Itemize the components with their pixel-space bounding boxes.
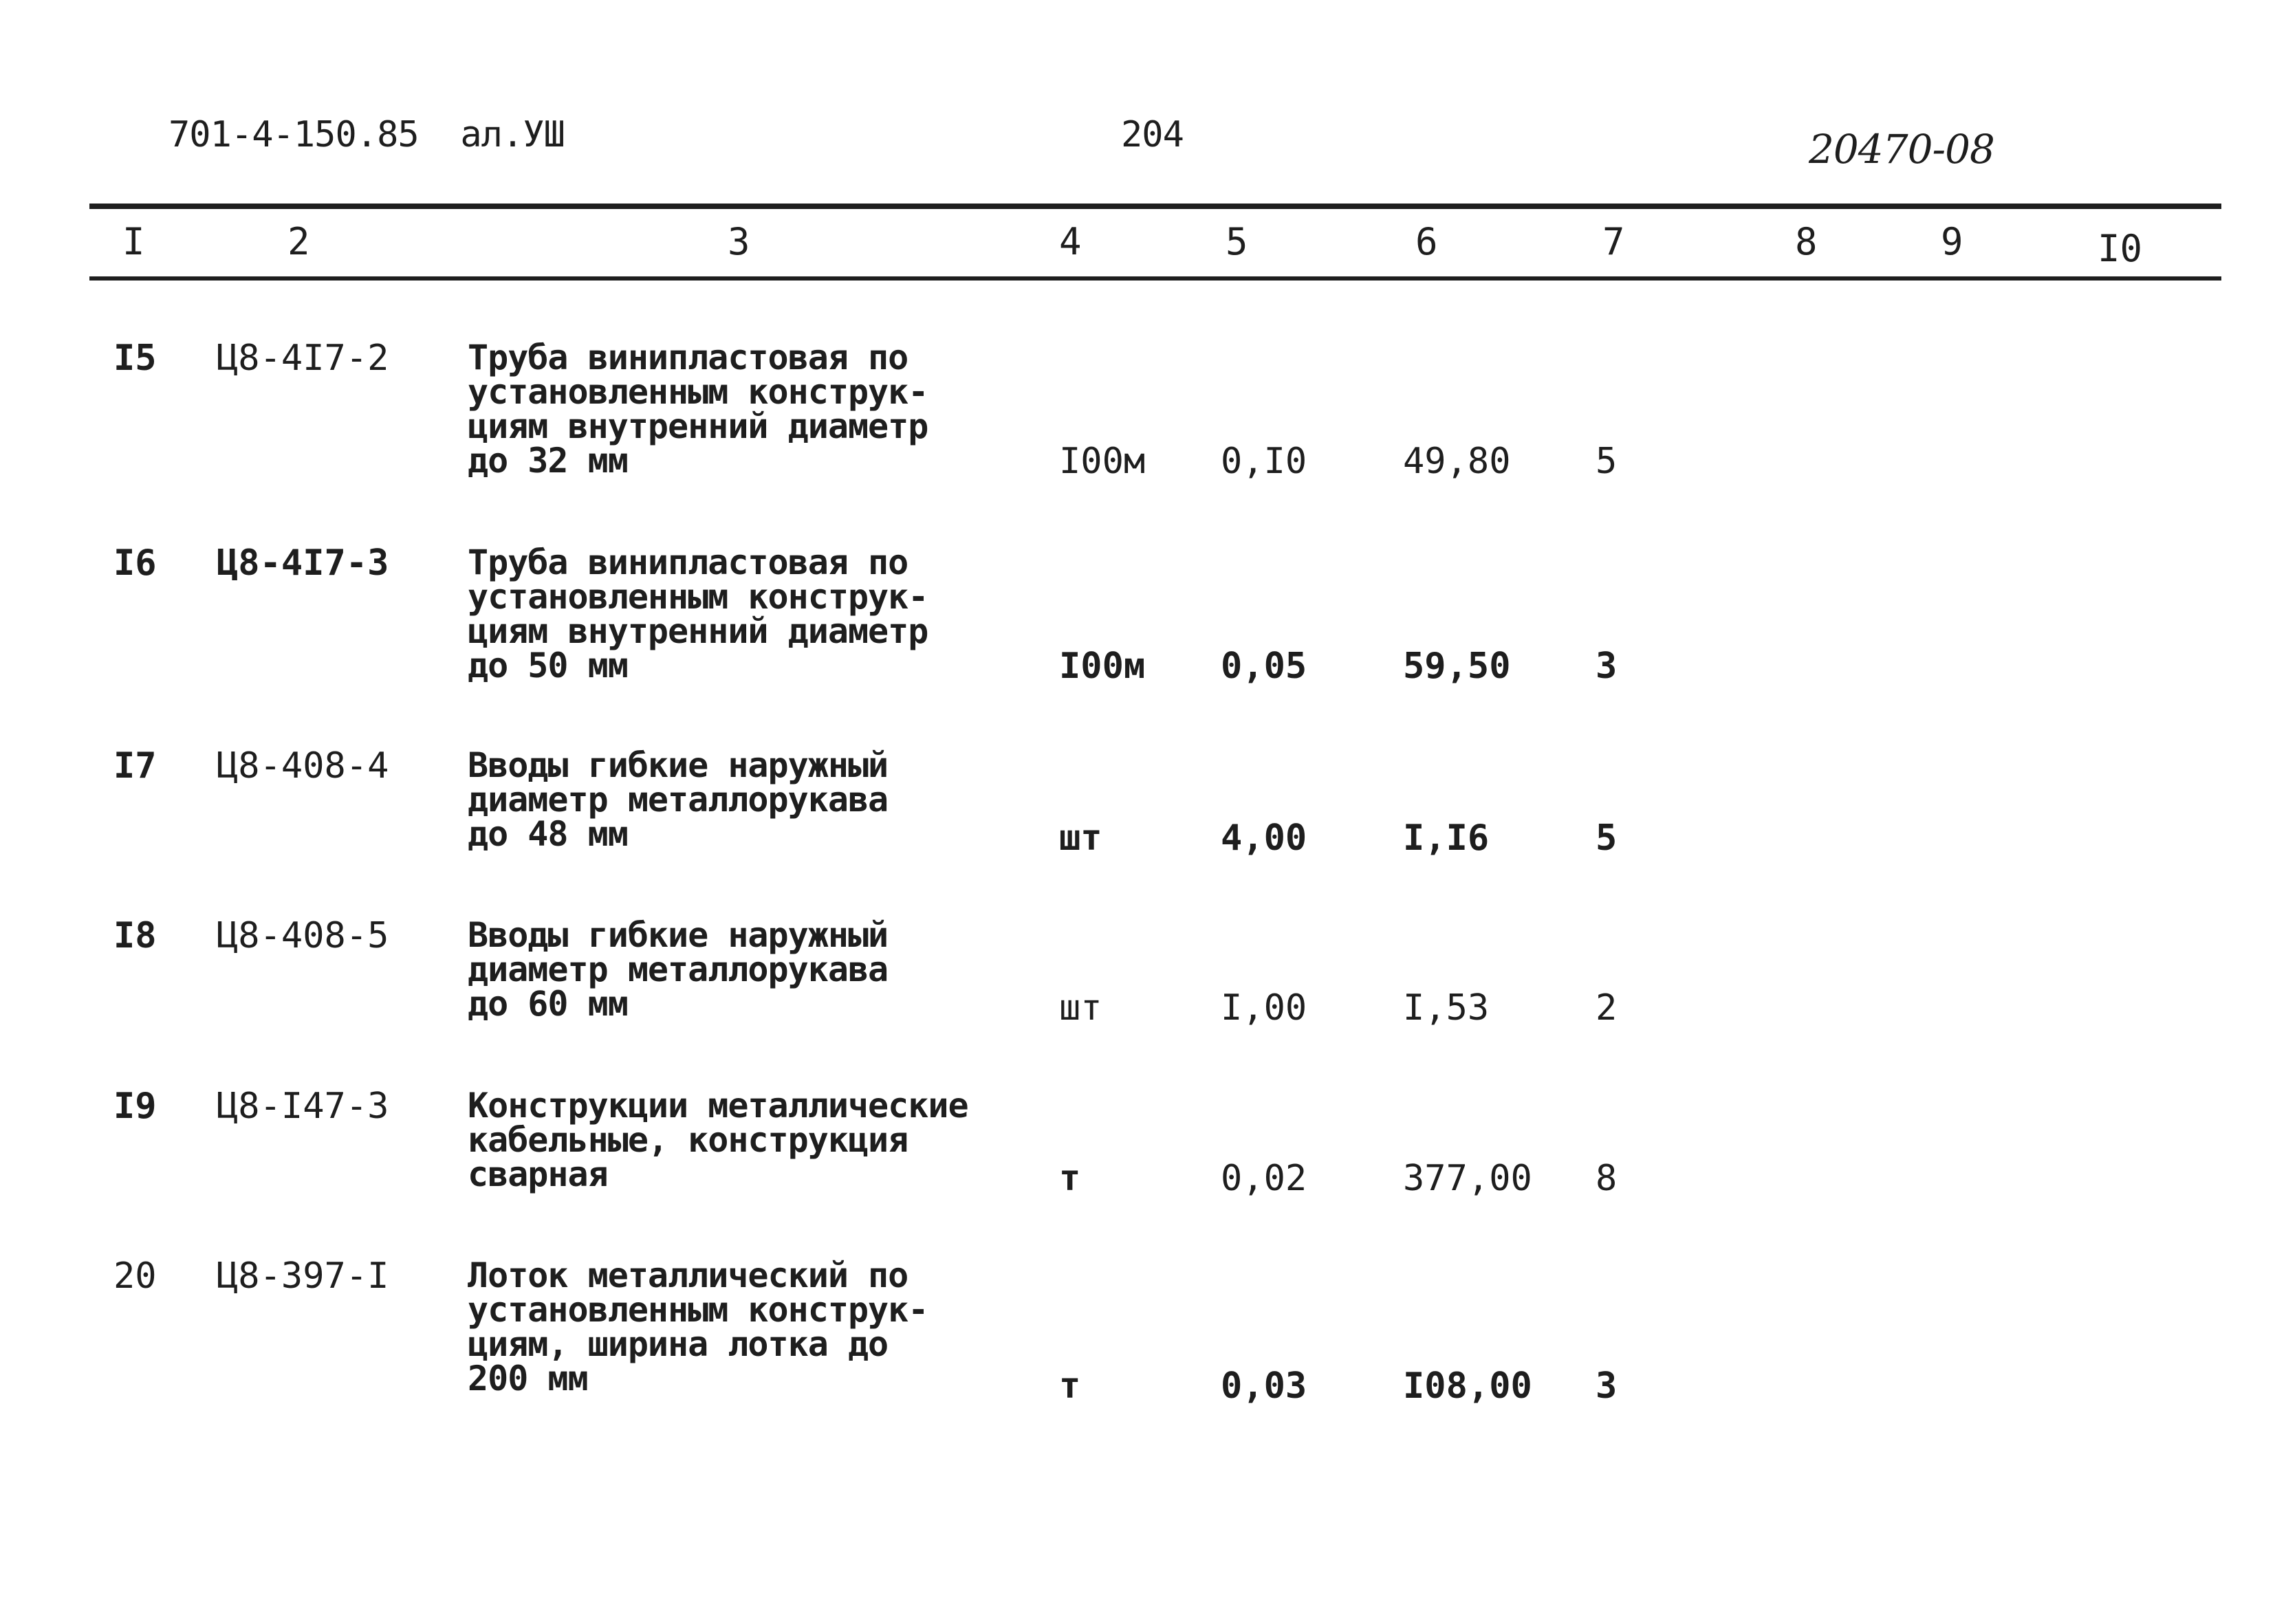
row-number: I9 xyxy=(113,1086,157,1127)
price: I,I6 xyxy=(1403,818,1490,859)
column-number: I xyxy=(122,220,145,263)
album-label: ал.УШ xyxy=(460,114,565,155)
unit: шт xyxy=(1059,987,1102,1029)
column-number: 2 xyxy=(287,220,310,263)
table-header-rule xyxy=(89,276,2221,281)
row-number: I5 xyxy=(113,338,157,379)
document-code: 701-4-150.85 ал.УШ xyxy=(168,114,565,155)
column-number: 9 xyxy=(1941,220,1963,263)
sheet-number: 204 xyxy=(1121,114,1184,155)
price: 59,50 xyxy=(1403,646,1511,687)
item-code: Ц8-408-5 xyxy=(217,915,389,956)
price: I08,00 xyxy=(1403,1365,1532,1407)
quantity: 0,02 xyxy=(1221,1158,1307,1199)
unit: т xyxy=(1059,1365,1081,1407)
column-7-value: 8 xyxy=(1596,1158,1618,1199)
unit: I00м xyxy=(1059,646,1146,687)
item-description: Труба винипластовая по установленным конструк- циям внутренний диаметр до 32 мм xyxy=(468,338,928,481)
price: 377,00 xyxy=(1403,1158,1532,1199)
quantity: 0,I0 xyxy=(1221,441,1307,482)
column-number: 6 xyxy=(1415,220,1438,263)
quantity: 0,03 xyxy=(1221,1365,1307,1407)
row-number: I7 xyxy=(113,745,157,787)
column-number: 7 xyxy=(1602,220,1625,263)
item-code: Ц8-4I7-2 xyxy=(217,338,389,379)
item-description: Вводы гибкие наружный диаметр металлорукава до 48 мм xyxy=(468,745,889,854)
price: 49,80 xyxy=(1403,441,1511,482)
reference-number: 20470-08 xyxy=(1809,126,1994,173)
unit: I00м xyxy=(1059,441,1146,482)
row-number: I6 xyxy=(113,542,157,584)
column-7-value: 5 xyxy=(1596,818,1618,859)
item-code: Ц8-397-I xyxy=(217,1255,389,1297)
column-number: 8 xyxy=(1795,220,1818,263)
column-number-row xyxy=(0,220,2275,272)
item-description: Конструкции металлические кабельные, конструкция сварная xyxy=(468,1086,968,1194)
quantity: 0,05 xyxy=(1221,646,1307,687)
item-code: Ц8-I47-3 xyxy=(217,1086,389,1127)
unit: шт xyxy=(1059,818,1102,859)
item-description: Лоток металлический по установленным конструк- циям, ширина лотка до 200 мм xyxy=(468,1255,928,1398)
table-top-rule xyxy=(89,204,2221,209)
item-code: Ц8-4I7-3 xyxy=(217,542,389,584)
column-number: 5 xyxy=(1226,220,1248,263)
column-number: 4 xyxy=(1059,220,1082,263)
column-number: 3 xyxy=(728,220,750,263)
column-7-value: 2 xyxy=(1596,987,1618,1029)
row-number: I8 xyxy=(113,915,157,956)
column-7-value: 3 xyxy=(1596,646,1618,687)
item-description: Труба винипластовая по установленным конструк- циям внутренний диаметр до 50 мм xyxy=(468,542,928,685)
item-description: Вводы гибкие наружный диаметр металлорукава до 60 мм xyxy=(468,915,889,1024)
quantity: 4,00 xyxy=(1221,818,1307,859)
price: I,53 xyxy=(1403,987,1490,1029)
item-code: Ц8-408-4 xyxy=(217,745,389,787)
row-number: 20 xyxy=(113,1255,157,1297)
quantity: I,00 xyxy=(1221,987,1307,1029)
column-7-value: 3 xyxy=(1596,1365,1618,1407)
column-number: I0 xyxy=(2098,227,2143,270)
column-7-value: 5 xyxy=(1596,441,1618,482)
unit: т xyxy=(1059,1158,1081,1199)
